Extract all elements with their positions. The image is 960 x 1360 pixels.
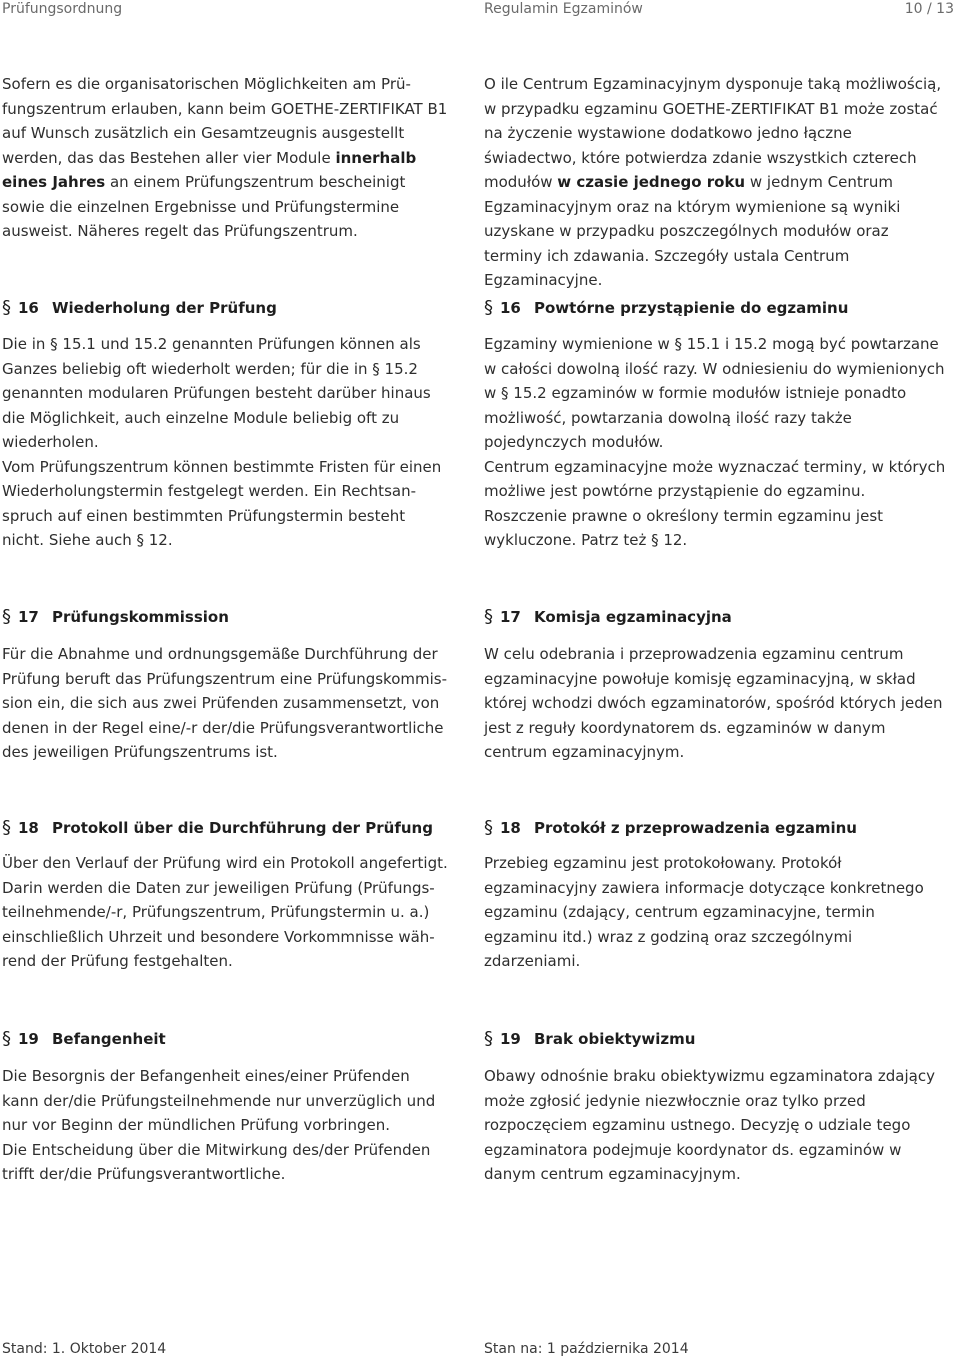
section-symbol: § [484, 817, 493, 838]
section-number: 18 [500, 819, 521, 837]
section-18-pl-p1: Przebieg egzaminu jest protokołowany. Protokół egzaminacyjny zawiera informacje dotyczące konkretnego egzaminu (zdający, centrum egzaminacyjne, termin egzaminu itd.) wraz z godziną oraz szczególnymi zdarzeniami. [484, 854, 924, 970]
section-16-heading-de [2, 298, 277, 318]
intro-de-text-1: Sofern es die organisatorischen Möglichkeiten am Prü-fungszentrum erlauben, kann beim GOETHE-ZERTIFIKAT B1 auf Wunsch zusätzlich ein Gesamtzeugnis ausgestellt werden, das das Bestehen aller vier Module [2, 75, 448, 167]
section-title: Komisja egzaminacyjna [534, 608, 732, 626]
section-19-heading-pl [484, 1029, 695, 1049]
section-19-body-de [2, 1064, 450, 1187]
intro-pl-bold: w czasie jednego roku [557, 173, 746, 191]
section-symbol: § [2, 297, 11, 318]
section-19-heading-de [2, 1029, 166, 1049]
intro-de-bold: innerhalb eines Jahres [2, 148, 417, 191]
section-title: Powtórne przystąpienie do egzaminu [534, 299, 849, 317]
section-title: Befangenheit [52, 1030, 166, 1048]
intro-de-text-2: an einem Prüfungszentrum bescheinigt sowie die einzelnen Ergebnisse und Prüfungstermine ausweist. Näheres regelt das Prüfungszentrum. [2, 173, 406, 240]
section-18-body-pl [484, 851, 946, 974]
intro-pl-text-2: w jednym Centrum Egzaminacyjnym oraz na którym wymienione są wyniki uzyskane w przypadku poszczególnych modułów oraz terminy ich zdawania. Szczegóły ustala Centrum Egzaminacyjne. [484, 173, 901, 289]
section-symbol: § [2, 1028, 11, 1049]
section-title: Protokoll über die Durchführung der Prüfung [52, 819, 433, 837]
section-number: 19 [500, 1030, 521, 1048]
intro-pl [484, 72, 946, 293]
section-symbol: § [2, 606, 11, 627]
section-16-heading-pl [484, 298, 848, 318]
page-number: 10 / 13 [904, 1, 954, 17]
section-16-pl-p2: Centrum egzaminacyjne może wyznaczać terminy, w których możliwe jest powtórne przystąpienie do egzaminu. Roszczenie prawne o określony termin egzaminu jest wykluczone. Patrz też § 12. [484, 457, 946, 549]
section-17-heading-pl [484, 607, 732, 627]
header-title-pl: Regulamin Egzaminów [484, 1, 643, 17]
section-symbol: § [2, 817, 11, 838]
section-16-de-p2: Vom Prüfungszentrum können bestimmte Fristen für einen Wiederholungstermin festgelegt werden. Ein Rechtsan-spruch auf einen bestimmten Prüfungstermin besteht nicht. Siehe auch § 12. [2, 457, 442, 549]
footer-date-de: Stand: 1. Oktober 2014 [2, 1341, 167, 1357]
section-19-de-p1: Die Besorgnis der Befangenheit eines/einer Prüfenden kann der/die Prüfungsteilnehmende nur unverzüglich und nur vor Beginn der mündlichen Prüfung vorbringen. [2, 1067, 436, 1134]
section-17-heading-de [2, 607, 229, 627]
section-16-body-de [2, 332, 450, 553]
section-16-de-p1: Die in § 15.1 und 15.2 genannten Prüfungen können als Ganzes beliebig oft wiederholt werden; für die in § 15.2 genannten modularen Prüfungen besteht darüber hinaus die Möglichkeit, auch einzelne Module beliebig oft zu wiederholen. [2, 335, 431, 451]
section-16-pl-p1: Egzaminy wymienione w § 15.1 i 15.2 mogą być powtarzane w całości dowolną ilość razy. W odniesieniu do wymienionych w § 15.2 egzaminów w formie modułów istnieje ponadto możliwość, powtarzania dowolną ilość razy także pojedynczych modułów. [484, 335, 945, 451]
section-number: 17 [500, 608, 521, 626]
section-symbol: § [484, 606, 493, 627]
section-number: 16 [18, 299, 39, 317]
section-title: Protokół z przeprowadzenia egzaminu [534, 819, 857, 837]
section-19-de-p2: Die Entscheidung über die Mitwirkung des/der Prüfenden trifft der/die Prüfungsverantwortliche. [2, 1140, 431, 1183]
section-symbol: § [484, 1028, 493, 1049]
section-title: Wiederholung der Prüfung [52, 299, 277, 317]
footer-date-pl: Stan na: 1 października 2014 [484, 1341, 689, 1357]
section-number: 19 [18, 1030, 39, 1048]
section-17-de-p1: Für die Abnahme und ordnungsgemäße Durchführung der Prüfung beruft das Prüfungszentrum eine Prüfungskommis-sion ein, die sich aus zwei Prüfenden zusammensetzt, von denen in der Regel eine/-r der/die Prüfungsverantwortliche des jeweiligen Prüfungszentrums ist. [2, 645, 447, 761]
section-17-body-pl [484, 642, 946, 765]
section-19-pl-p1: Obawy odnośnie braku obiektywizmu egzaminatora zdający może zgłosić jedynie niezwłocznie oraz tylko przed rozpoczęciem egzaminu ustnego. Decyzję o udziale tego egzaminatora podejmuje koordynator ds. egzaminów w danym centrum egzaminacyjnym. [484, 1067, 935, 1183]
section-symbol: § [484, 297, 493, 318]
section-19-body-pl [484, 1064, 946, 1187]
section-16-body-pl [484, 332, 946, 553]
section-18-heading-de [2, 818, 433, 838]
intro-pl-text-1: O ile Centrum Egzaminacyjnym dysponuje taką możliwością, w przypadku egzaminu GOETHE-ZERTIFIKAT B1 może zostać na życzenie wystawione dodatkowo jedno łączne świadectwo, które potwierdza zdanie wszystkich czterech modułów [484, 75, 942, 191]
section-18-de-p1: Über den Verlauf der Prüfung wird ein Protokoll angefertigt. Darin werden die Daten zur jeweiligen Prüfung (Prüfungs-teilnehmende/-r, Prüfungszentrum, Prüfungstermin u. a.) einschließlich Uhrzeit und besondere Vorkommnisse wäh-rend der Prüfung festgehalten. [2, 854, 448, 970]
section-title: Brak obiektywizmu [534, 1030, 696, 1048]
intro-de-paragraph [2, 72, 450, 244]
intro-de [2, 72, 450, 244]
section-number: 18 [18, 819, 39, 837]
section-17-body-de [2, 642, 450, 765]
section-18-body-de [2, 851, 450, 974]
section-title: Prüfungskommission [52, 608, 229, 626]
section-number: 17 [18, 608, 39, 626]
section-18-heading-pl [484, 818, 857, 838]
header-title-de: Prüfungsordnung [2, 1, 123, 17]
section-17-pl-p1: W celu odebrania i przeprowadzenia egzaminu centrum egzaminacyjne powołuje komisję egzaminacyjną, w skład której wchodzi dwóch egzaminatorów, spośród których jeden jest z reguły koordynatorem ds. egzaminów w danym centrum egzaminacyjnym. [484, 645, 943, 761]
intro-pl-paragraph [484, 72, 946, 293]
section-number: 16 [500, 299, 521, 317]
